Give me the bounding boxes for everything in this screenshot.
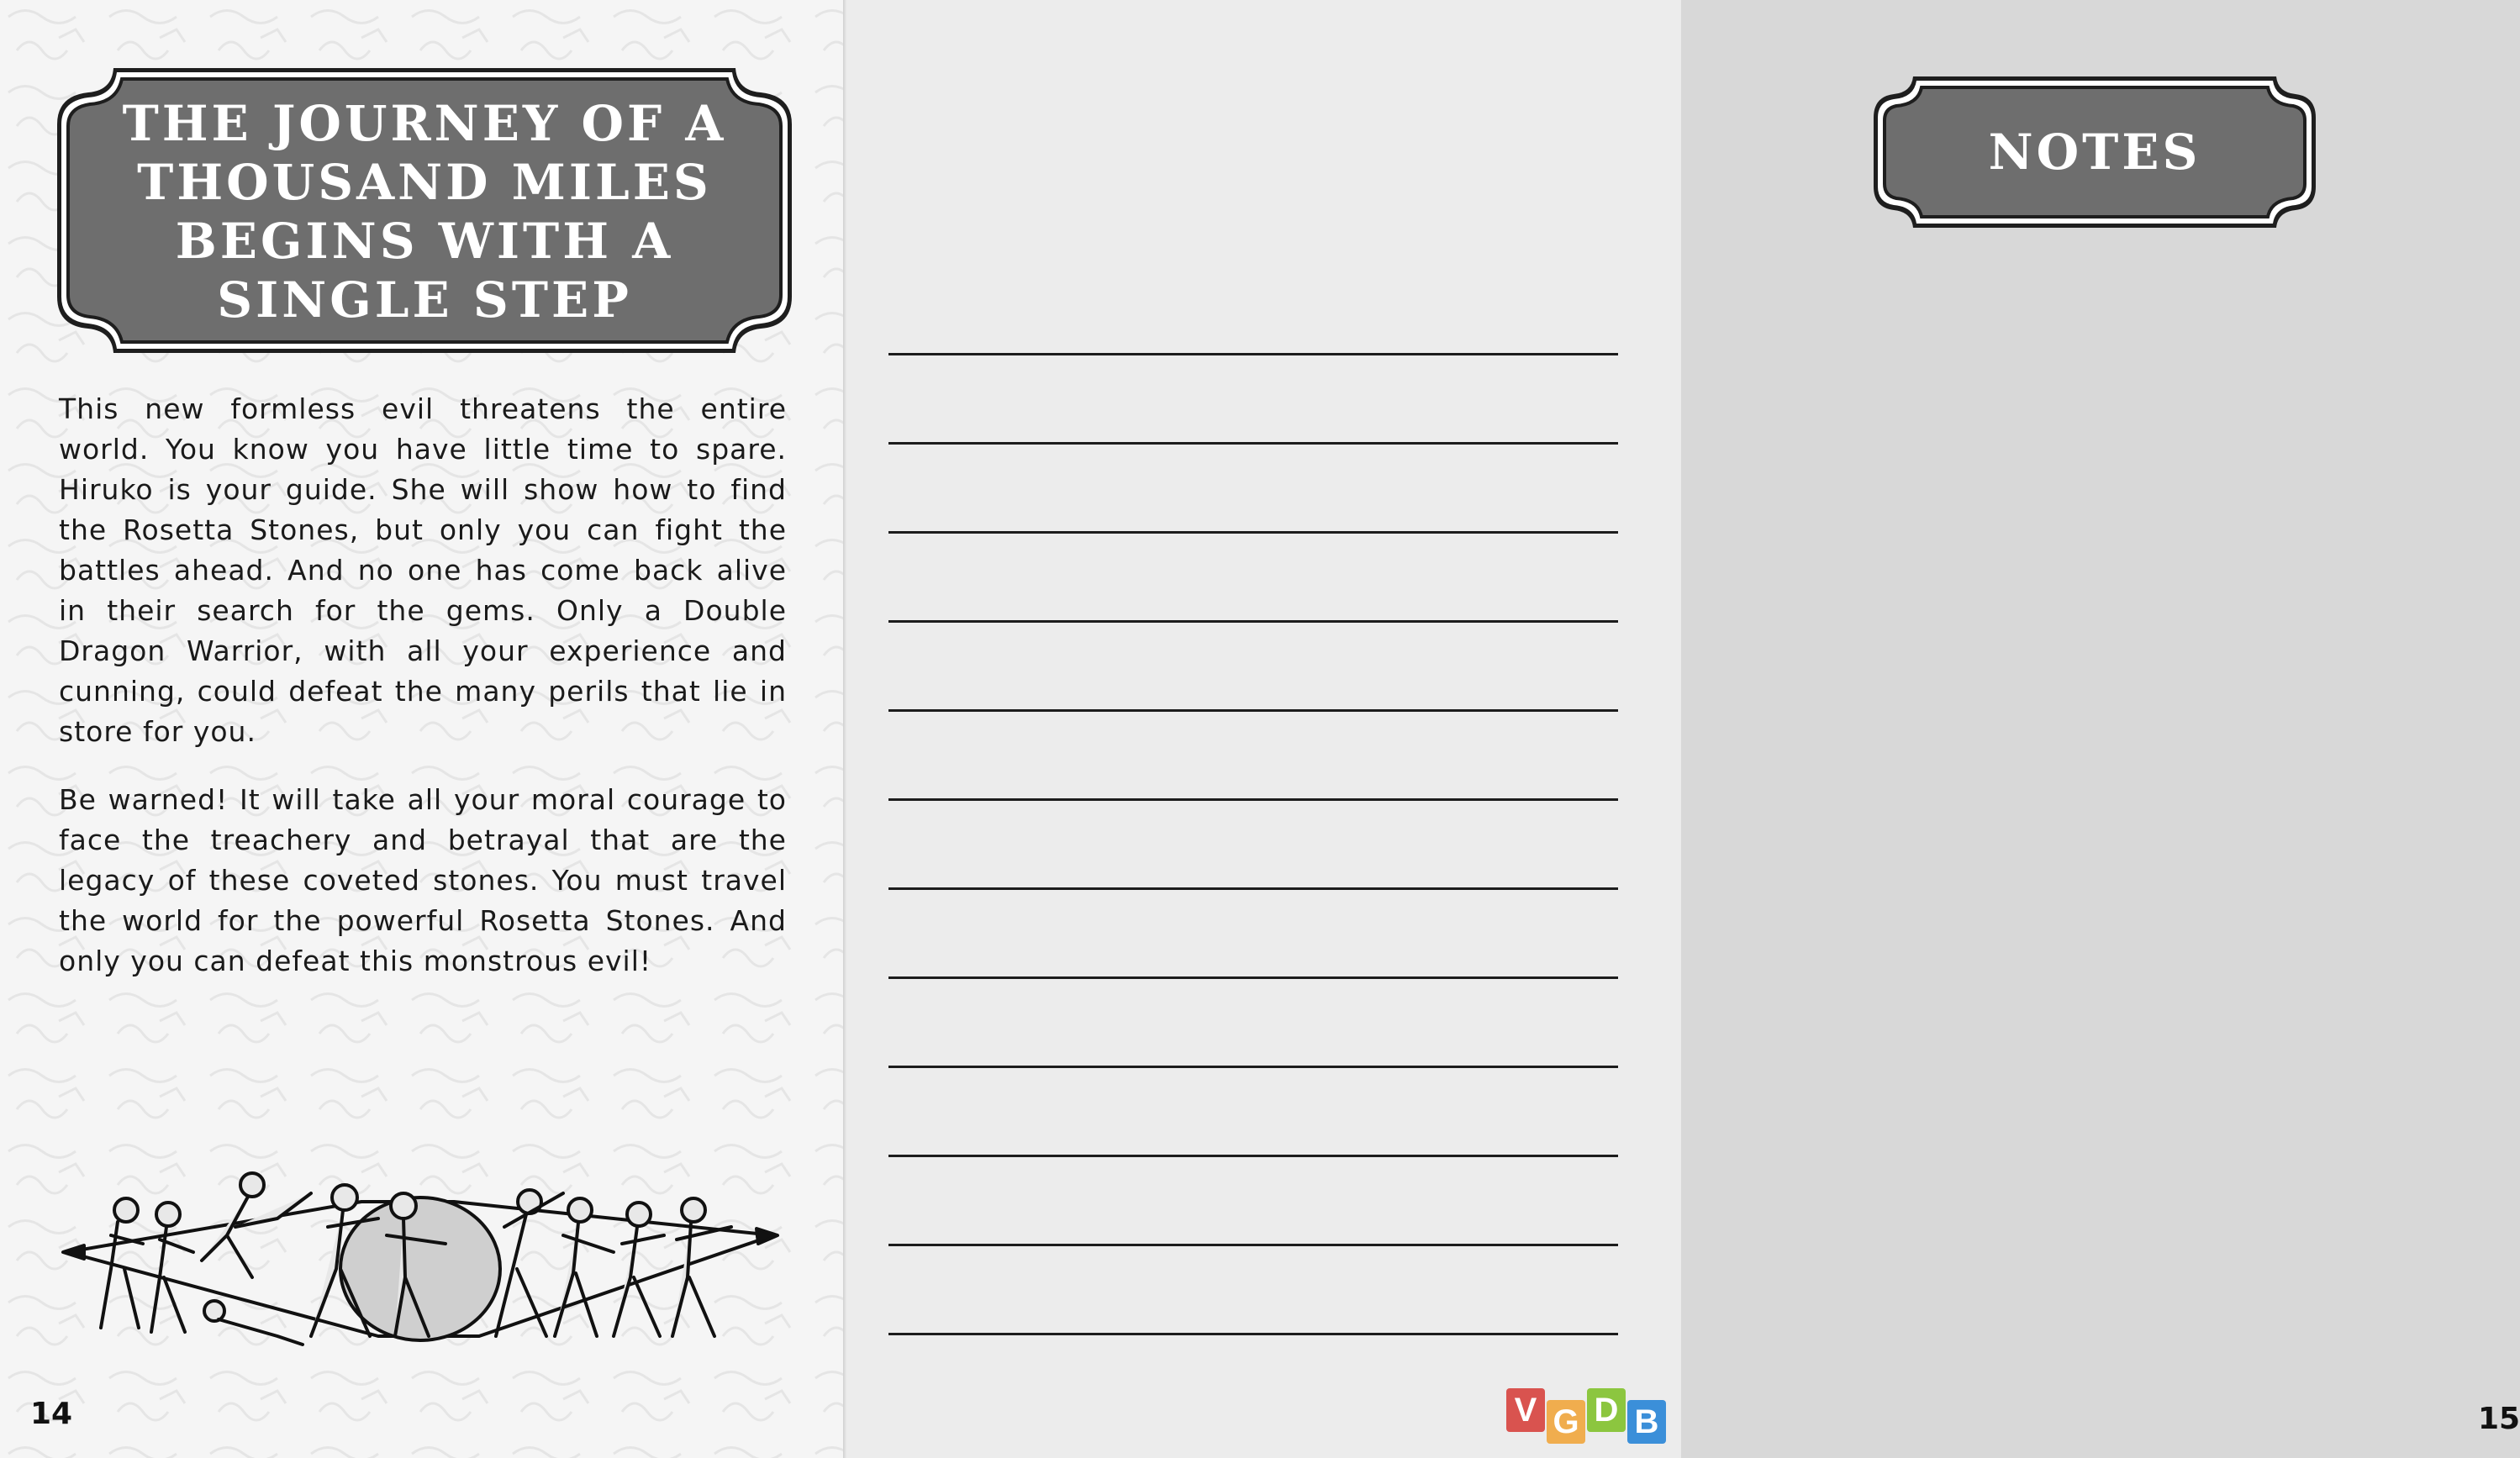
title-banner (55, 66, 794, 355)
watermark-letter: B (1627, 1400, 1666, 1444)
watermark-letter: G (1547, 1400, 1585, 1444)
note-line (888, 442, 1618, 445)
title-line: THOUSAND MILES (137, 153, 712, 211)
note-line (888, 887, 1618, 890)
note-line (888, 709, 1618, 712)
vgdb-watermark (1506, 1388, 1671, 1444)
notes-title: NOTES (1988, 124, 2201, 181)
note-line (888, 1333, 1618, 1335)
note-line (888, 976, 1618, 979)
page-number: 14 (30, 1397, 73, 1431)
right-page (847, 0, 2520, 1458)
watermark-letter: D (1587, 1388, 1626, 1432)
body-paragraph: This new formless evil threatens the entire world. You know you have little time to spare. Hiruko is your guide. She will show how to find the Rosetta Stones, but only you can fight the battles ahead. And no one has come back alive in their search for the gems. Only a Double Dragon Warrior, with all your experience and cunning, could defeat the many perils that lie in store for you. (59, 392, 787, 748)
page-number: 15 (2478, 1402, 2520, 1436)
note-line (888, 620, 1618, 623)
title-line: BEGINS WITH A (175, 212, 674, 270)
note-line (888, 531, 1618, 534)
note-line (888, 1155, 1618, 1157)
body-paragraph: Be warned! It will take all your moral courage to face the treachery and betrayal that are the legacy of these coveted stones. You must travel the world for the powerful Rosetta Stones. And only you can defeat this monstrous evil! (59, 783, 787, 977)
note-line (888, 1244, 1618, 1246)
title-line: THE JOURNEY OF A (122, 94, 727, 152)
note-line (888, 353, 1618, 355)
title-line: SINGLE STEP (217, 271, 632, 329)
note-line (888, 1066, 1618, 1068)
left-page (0, 0, 847, 1458)
ninja-battle-illustration (59, 1168, 782, 1361)
watermark-letter: V (1506, 1388, 1545, 1432)
notes-banner (1871, 74, 2318, 230)
note-line (888, 798, 1618, 801)
page-title (55, 66, 794, 355)
